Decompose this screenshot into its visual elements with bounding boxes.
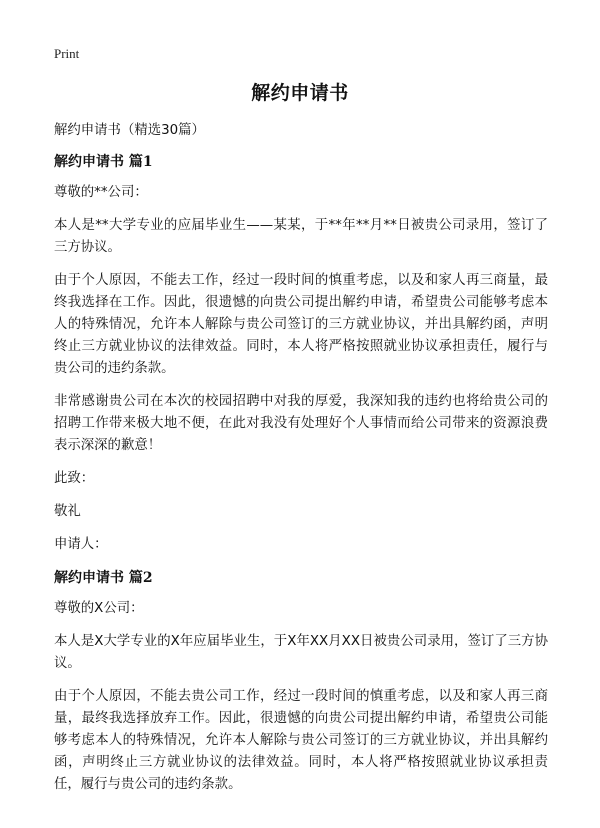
section-1 [54, 151, 548, 556]
print-link[interactable]: Print [54, 46, 80, 61]
section-heading: 解约申请书 篇2 [54, 570, 153, 586]
document-body [54, 120, 548, 807]
paragraph: 由于个人原因，不能去贵公司工作，经过一段时间的慎重考虑，以及和家人再三商量，最终我选择放弃工作。因此，很遗憾的向贵公司提出解约申请，希望贵公司能够考虑本人的特殊情况，允许本人解除与贵公司签订的三方就业协议，并出具解约函，声明终止三方就业协议的法律效益。同时，本人将严格按照就业协议承担责任，履行与贵公司的违约条款。 [54, 689, 548, 792]
paragraph: 本人是**大学专业的应届毕业生——某某，于**年**月**日被贵公司录用，签订了三方协议。 [54, 218, 548, 255]
paragraph: 本人是X大学专业的X年应届毕业生，于X年XX月XX日被贵公司录用，签订了三方协议。 [54, 634, 548, 671]
signature-line: 申请人： [54, 537, 108, 552]
section-heading: 解约申请书 篇1 [54, 154, 153, 170]
page-title: 解约申请书 [251, 82, 349, 104]
salutation: 尊敬的X公司： [54, 601, 144, 616]
salutation: 尊敬的**公司： [54, 185, 148, 200]
paragraph: 非常感谢贵公司在本次的校园招聘中对我的厚爱，我深知我的违约也将给贵公司的招聘工作带来极大地不便，在此对我没有处理好个人事情而给公司带来的资源浪费表示深深的歉意！ [54, 394, 548, 453]
paragraph: 由于个人原因，不能去工作，经过一段时间的慎重考虑，以及和家人再三商量，最终我选择在工作。因此，很遗憾的向贵公司提出解约申请，希望贵公司能够考虑本人的特殊情况，允许本人解除与贵公司签订的三方就业协议，并出具解约函，声明终止三方就业协议的法律效益。同时，本人将严格按照就业协议承担责任，履行与贵公司的违约条款。 [54, 273, 548, 376]
document-subtitle: 解约申请书（精选30篇） [54, 123, 205, 138]
closing-line: 此致： [54, 471, 95, 486]
closing-line: 敬礼 [54, 504, 81, 519]
section-2 [54, 567, 548, 796]
